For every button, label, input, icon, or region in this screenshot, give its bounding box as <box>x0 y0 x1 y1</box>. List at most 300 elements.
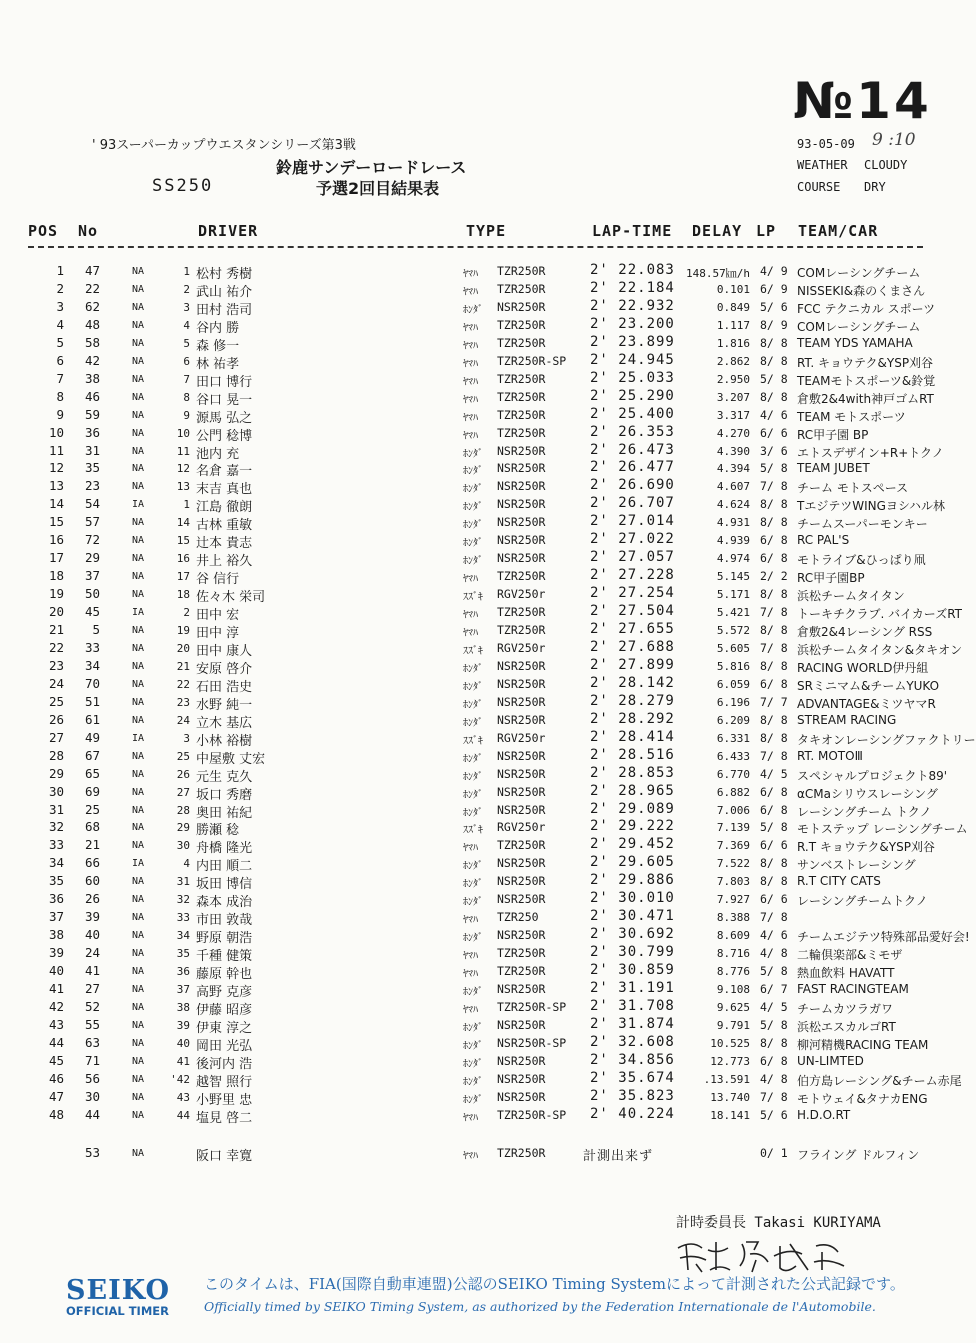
laptime-cell: 2' 22.083 <box>590 262 675 278</box>
pos-cell: 21 <box>48 622 64 637</box>
result-row <box>0 550 950 568</box>
driver-cell: 伊藤 昭彦 <box>196 1003 253 1018</box>
pos-cell: 22 <box>48 640 64 655</box>
lp-cell: 7/ 8 <box>760 749 788 763</box>
maker-cell: ﾔﾏﾊ <box>463 574 478 585</box>
maker-cell: ﾔﾏﾊ <box>463 969 478 980</box>
class-cell: NA <box>132 930 145 941</box>
number-cell: 37 <box>84 568 100 583</box>
course-label: COURSE <box>797 180 841 194</box>
number-cell: 45 <box>84 604 100 619</box>
pos-cell: 47 <box>48 1089 64 1104</box>
delay-cell: 8.388 <box>716 911 750 924</box>
delay-cell: 7.369 <box>716 839 750 852</box>
class-cell: NA <box>132 769 145 780</box>
maker-cell: ﾔﾏﾊ <box>463 323 478 334</box>
signature-label: 計時委員長 Takasi KURIYAMA <box>676 1215 881 1231</box>
laptime-cell: 2' 26.690 <box>590 477 675 493</box>
number-cell: 22 <box>84 281 100 296</box>
laptime-cell: 2' 31.191 <box>590 980 675 996</box>
result-row <box>0 945 950 963</box>
pos-cell: 1 <box>56 263 64 278</box>
pos-cell: 30 <box>48 784 64 799</box>
laptime-cell: 2' 30.692 <box>590 926 675 942</box>
driver-cell: 小林 裕樹 <box>196 734 253 749</box>
model-cell: NSR250R <box>497 803 546 817</box>
driver-cell: 池内 充 <box>196 447 240 462</box>
model-cell: TZR250R <box>497 264 546 278</box>
pos-cell: 40 <box>48 963 64 978</box>
laptime-cell: 2' 29.089 <box>590 801 675 817</box>
maker-cell: ﾔﾏﾊ <box>463 431 478 442</box>
class-pos-cell: 29 <box>176 821 190 834</box>
class-pos-cell: 44 <box>176 1109 190 1122</box>
lp-cell: 6/ 8 <box>760 785 788 799</box>
number-cell: 60 <box>84 873 100 888</box>
class-cell: IA <box>132 499 145 510</box>
pos-cell: 45 <box>48 1053 64 1068</box>
team-cell: TEAM モトスポーツ <box>797 410 906 424</box>
lp-cell: 6/ 8 <box>760 1054 788 1068</box>
result-row <box>0 317 950 335</box>
laptime-cell: 2' 32.608 <box>590 1034 675 1050</box>
header-type: TYPE <box>466 222 507 240</box>
team-cell: STREAM RACING <box>797 713 897 727</box>
pos-cell: 48 <box>48 1107 64 1122</box>
laptime-cell: 2' 28.965 <box>590 783 675 799</box>
model-cell: TZR250R <box>497 390 546 404</box>
delay-cell: 4.931 <box>716 516 750 529</box>
driver-cell: 井上 裕久 <box>196 554 253 569</box>
lp-cell: 4/ 6 <box>760 408 788 422</box>
class-pos-cell: 41 <box>176 1055 190 1068</box>
number-cell: 69 <box>84 784 100 799</box>
driver-cell: 野原 朝浩 <box>196 931 253 946</box>
driver-cell: 古林 重敏 <box>196 518 253 533</box>
number-cell: 47 <box>84 263 100 278</box>
class-cell: NA <box>132 1092 145 1103</box>
driver-cell: 越智 照行 <box>196 1075 253 1090</box>
team-cell: 浜松チームタイタン <box>797 589 905 603</box>
model-cell: TZR250 <box>497 910 539 924</box>
class-cell: NA <box>132 1038 145 1049</box>
lp-cell: 4/ 8 <box>760 1072 788 1086</box>
maker-cell: ｽｽﾞｷ <box>463 646 483 657</box>
lp-cell: 6/ 6 <box>760 838 788 852</box>
pos-cell: 29 <box>48 766 64 781</box>
lp-cell: 4/ 6 <box>760 928 788 942</box>
team-cell: R.T CITY CATS <box>797 874 881 888</box>
class-cell: NA <box>132 1056 145 1067</box>
model-cell: TZR250R <box>497 964 546 978</box>
number-cell: 67 <box>84 748 100 763</box>
model-cell: NSR250R <box>497 982 546 996</box>
pos-cell: 32 <box>48 819 64 834</box>
lp-cell: 7/ 8 <box>760 605 788 619</box>
laptime-cell: 計測出来ず <box>583 1149 654 1164</box>
class-cell: IA <box>132 733 145 744</box>
maker-cell: ﾎﾝﾀﾞ <box>463 987 483 998</box>
result-row <box>0 532 950 550</box>
number-cell: 61 <box>84 712 100 727</box>
model-cell: RGV250r <box>497 820 546 834</box>
delay-cell: 4.270 <box>716 427 750 440</box>
maker-cell: ﾔﾏﾊ <box>463 377 478 388</box>
delay-cell: 6.209 <box>716 714 750 727</box>
number-cell: 25 <box>84 802 100 817</box>
model-cell: NSR250R <box>497 892 546 906</box>
class-pos-cell: 30 <box>176 839 190 852</box>
model-cell: NSR250R <box>497 1090 546 1104</box>
driver-cell: 源馬 弘之 <box>196 411 253 426</box>
team-cell: モトウェイ&タナカENG <box>797 1092 928 1106</box>
result-row <box>0 891 950 909</box>
maker-cell: ﾎﾝﾀﾞ <box>463 305 483 316</box>
delay-cell: 6.331 <box>716 732 750 745</box>
model-cell: NSR250R <box>497 479 546 493</box>
class-cell: NA <box>132 1074 145 1085</box>
header-lp: LP <box>756 222 777 240</box>
maker-cell: ﾔﾏﾊ <box>463 628 478 639</box>
model-cell: NSR250R <box>497 551 546 565</box>
team-cell: COMレーシングチーム <box>797 266 921 280</box>
class-cell: NA <box>132 625 145 636</box>
class-cell: NA <box>132 643 145 654</box>
result-row <box>0 1089 950 1107</box>
result-row <box>0 299 950 317</box>
result-row <box>0 1070 962 1090</box>
class-cell: NA <box>132 535 145 546</box>
header-laptime: LAP-TIME <box>592 222 673 240</box>
maker-cell: ﾔﾏﾊ <box>463 1151 478 1162</box>
class-pos-cell: 40 <box>176 1037 190 1050</box>
pos-cell: 41 <box>48 981 64 996</box>
driver-cell: 名倉 嘉一 <box>196 464 253 479</box>
header-divider <box>28 246 923 248</box>
result-row <box>0 1017 950 1035</box>
maker-cell: ﾔﾏﾊ <box>463 341 478 352</box>
number-cell: 55 <box>84 1017 100 1032</box>
number-cell: 48 <box>84 317 100 332</box>
class-pos-cell: 39 <box>176 1019 190 1032</box>
model-cell: NSR250R <box>497 928 546 942</box>
result-row <box>0 837 950 855</box>
model-cell: NSR250R <box>497 461 546 475</box>
lp-cell: 6/ 8 <box>760 533 788 547</box>
pos-cell: 17 <box>48 550 64 565</box>
laptime-cell: 2' 27.014 <box>590 513 675 529</box>
team-cell: 二輪倶楽部&ミモザ <box>797 948 903 962</box>
pos-cell: 38 <box>48 927 64 942</box>
class-pos-cell: 5 <box>183 337 190 350</box>
result-row <box>0 909 950 927</box>
delay-cell: 7.927 <box>716 893 750 906</box>
team-cell: COMレーシングチーム <box>797 320 921 334</box>
lp-cell: 8/ 8 <box>760 497 788 511</box>
number-cell: 46 <box>84 389 100 404</box>
team-cell: RACING WORLD伊丹組 <box>797 661 929 675</box>
result-row <box>0 639 963 659</box>
team-cell: 浜松チームタイタン&タキオン <box>797 643 963 657</box>
team-cell: TEAMモトスポーツ&鈴覚 <box>797 374 936 388</box>
team-cell: SRミニマム&チームYUKO <box>797 679 940 693</box>
delay-cell: 0.101 <box>716 283 750 296</box>
laptime-cell: 2' 26.477 <box>590 459 675 475</box>
driver-cell: 安原 啓介 <box>196 662 253 677</box>
laptime-cell: 2' 28.142 <box>590 675 675 691</box>
lp-cell: 7/ 7 <box>760 695 788 709</box>
class-pos-cell: 3 <box>183 301 190 314</box>
driver-cell: 石田 浩史 <box>196 680 253 695</box>
team-cell: サンベストレーシング <box>797 858 916 872</box>
maker-cell: ﾎﾝﾀﾞ <box>463 682 483 693</box>
result-row <box>0 371 950 389</box>
laptime-cell: 2' 23.200 <box>590 316 675 332</box>
driver-cell: 勝瀬 稔 <box>196 823 240 838</box>
class-cell: NA <box>132 1110 145 1121</box>
class-cell: NA <box>132 481 145 492</box>
number-cell: 40 <box>84 927 100 942</box>
result-row <box>0 694 950 712</box>
driver-cell: 田口 博行 <box>196 375 253 390</box>
team-cell: RT. キョウテク&YSP刈谷 <box>797 356 934 370</box>
model-cell: TZR250R <box>497 408 546 422</box>
model-cell: NSR250R <box>497 497 546 511</box>
lp-cell: 8/ 8 <box>760 856 788 870</box>
laptime-cell: 2' 27.022 <box>590 531 675 547</box>
model-cell: NSR250R <box>497 749 546 763</box>
lp-cell: 5/ 8 <box>760 372 788 386</box>
driver-cell: 水野 純一 <box>196 698 253 713</box>
delay-cell: 148.57㎞/h <box>686 267 750 280</box>
delay-cell: 5.816 <box>716 660 750 673</box>
result-row <box>0 514 950 532</box>
delay-cell: 6.196 <box>716 696 750 709</box>
lp-cell: 8/ 8 <box>760 659 788 673</box>
class-cell: NA <box>132 571 145 582</box>
lp-cell: 5/ 8 <box>760 820 788 834</box>
team-cell: ADVANTAGE&ミツヤマR <box>797 697 936 711</box>
class-pos-cell: 34 <box>176 929 190 942</box>
delay-cell: 7.139 <box>716 821 750 834</box>
pos-cell: 6 <box>56 353 64 368</box>
laptime-cell: 2' 27.655 <box>590 621 675 637</box>
driver-cell: 藤原 幹也 <box>196 967 253 982</box>
laptime-cell: 2' 29.222 <box>590 818 675 834</box>
class-pos-cell: 11 <box>176 445 190 458</box>
delay-cell: 4.939 <box>716 534 750 547</box>
seiko-official-timer: OFFICIAL TIMER <box>66 1304 169 1318</box>
class-pos-cell: 26 <box>176 768 190 781</box>
result-row <box>0 389 950 407</box>
team-cell: チームカツラガワ <box>797 1002 894 1016</box>
delay-cell: 5.145 <box>716 570 750 583</box>
delay-cell: 12.773 <box>710 1055 750 1068</box>
laptime-cell: 2' 27.228 <box>590 567 675 583</box>
team-cell: フライング ドルフィン <box>797 1148 920 1162</box>
driver-cell: 内田 順二 <box>196 859 253 874</box>
class-pos-cell: 7 <box>183 373 190 386</box>
team-cell: αCMaシリウスレーシング <box>797 787 938 801</box>
laptime-cell: 2' 30.859 <box>590 962 675 978</box>
pos-cell: 5 <box>56 335 64 350</box>
laptime-cell: 2' 27.899 <box>590 657 675 673</box>
weather-value: CLOUDY <box>864 158 908 172</box>
pos-cell: 7 <box>56 371 64 386</box>
number-cell: 29 <box>84 550 100 565</box>
number-cell: 62 <box>84 299 100 314</box>
laptime-cell: 2' 29.452 <box>590 836 675 852</box>
class-pos-cell: 1 <box>183 498 190 511</box>
maker-cell: ﾎﾝﾀﾞ <box>463 1059 483 1070</box>
class-cell: NA <box>132 697 145 708</box>
maker-cell: ﾔﾏﾊ <box>463 915 478 926</box>
delay-cell: 6.059 <box>716 678 750 691</box>
model-cell: TZR250R-SP <box>497 354 567 368</box>
maker-cell: ﾎﾝﾀﾞ <box>463 466 483 477</box>
pos-cell: 15 <box>48 514 64 529</box>
maker-cell: ｽｽﾞｷ <box>463 736 483 747</box>
number-cell: 72 <box>84 532 100 547</box>
class-pos-cell: 17 <box>176 570 190 583</box>
class-cell: NA <box>132 715 145 726</box>
maker-cell: ﾎﾝﾀﾞ <box>463 484 483 495</box>
model-cell: NSR250R <box>497 856 546 870</box>
number-cell: 57 <box>84 514 100 529</box>
number-cell: 35 <box>84 460 100 475</box>
class-cell: NA <box>132 589 145 600</box>
lp-cell: 0/ 1 <box>760 1146 788 1160</box>
maker-cell: ﾎﾝﾀﾞ <box>463 861 483 872</box>
lp-cell: 6/ 6 <box>760 892 788 906</box>
class-pos-cell: '42 <box>170 1073 190 1086</box>
number-cell: 44 <box>84 1107 100 1122</box>
result-row <box>0 658 950 676</box>
result-row <box>0 963 950 981</box>
model-cell: RGV250r <box>497 641 546 655</box>
result-row <box>0 926 970 946</box>
number-cell: 42 <box>84 353 100 368</box>
class-pos-cell: 1 <box>183 265 190 278</box>
maker-cell: ｽｽﾞｷ <box>463 825 483 836</box>
result-row <box>0 622 950 640</box>
model-cell: NSR250R <box>497 1072 546 1086</box>
number-cell: 36 <box>84 425 100 440</box>
team-cell: TエジテツWINGヨシハル林 <box>797 499 946 513</box>
maker-cell: ﾔﾏﾊ <box>463 951 478 962</box>
team-cell: トーキチクラブ. バイカーズRT <box>797 607 962 621</box>
lp-cell: 8/ 8 <box>760 623 788 637</box>
class-pos-cell: 14 <box>176 516 190 529</box>
result-row <box>0 443 950 461</box>
class-cell: NA <box>132 302 145 313</box>
team-cell: RC甲子園BP <box>797 571 865 585</box>
laptime-cell: 2' 27.504 <box>590 603 675 619</box>
lp-cell: 6/ 8 <box>760 677 788 691</box>
class-cell: NA <box>132 446 145 457</box>
maker-cell: ﾎﾝﾀﾞ <box>463 502 483 513</box>
driver-cell: 林 祐孝 <box>196 357 240 372</box>
driver-cell: 田村 浩司 <box>196 303 253 318</box>
maker-cell: ﾔﾏﾊ <box>463 1113 478 1124</box>
number-cell: 34 <box>84 658 100 673</box>
pos-cell: 8 <box>56 389 64 404</box>
class-pos-cell: 4 <box>183 319 190 332</box>
pos-cell: 11 <box>48 443 64 458</box>
driver-cell: 谷内 勝 <box>196 321 240 336</box>
lp-cell: 4/ 5 <box>760 767 788 781</box>
delay-cell: 1.117 <box>716 319 750 332</box>
driver-cell: 森 修一 <box>196 339 240 354</box>
pos-cell: 13 <box>48 478 64 493</box>
result-row <box>0 478 950 496</box>
laptime-cell: 2' 31.874 <box>590 1016 675 1032</box>
lp-cell: 8/ 8 <box>760 336 788 350</box>
result-row <box>0 818 968 838</box>
driver-cell: 森本 成治 <box>196 895 253 910</box>
seiko-jp-statement: このタイムは、FIA(国際自動車連盟)公認のSEIKO Timing Systemによって計測された公式記録です。 <box>204 1275 905 1293</box>
class-cell: IA <box>132 607 145 618</box>
lp-cell: 6/ 7 <box>760 982 788 996</box>
laptime-cell: 2' 25.033 <box>590 370 675 386</box>
result-row <box>0 676 950 694</box>
class-cell: NA <box>132 787 145 798</box>
number-cell: 27 <box>84 981 100 996</box>
result-row <box>0 784 950 802</box>
team-cell: タキオンレーシングファクトリー <box>797 733 976 747</box>
class-pos-cell: 36 <box>176 965 190 978</box>
class-pos-cell: 22 <box>176 678 190 691</box>
lp-cell: 8/ 8 <box>760 587 788 601</box>
class-pos-cell: 16 <box>176 552 190 565</box>
result-row <box>0 981 950 999</box>
driver-cell: 高野 克彦 <box>196 985 253 1000</box>
number-cell: 33 <box>84 640 100 655</box>
maker-cell: ﾎﾝﾀﾞ <box>463 449 483 460</box>
driver-cell: 坂口 秀磨 <box>196 788 253 803</box>
model-cell: TZR250R <box>497 1146 546 1160</box>
header-no: No <box>78 222 99 240</box>
class-pos-cell: 32 <box>176 893 190 906</box>
result-row <box>0 353 950 371</box>
team-cell: RC PAL'S <box>797 533 850 547</box>
laptime-cell: 2' 34.856 <box>590 1052 675 1068</box>
pos-cell: 37 <box>48 909 64 924</box>
result-row <box>0 1107 950 1125</box>
number-cell: 51 <box>84 694 100 709</box>
number-cell: 21 <box>84 837 100 852</box>
maker-cell: ﾎﾝﾀﾞ <box>463 790 483 801</box>
delay-cell: 8.776 <box>716 965 750 978</box>
model-cell: NSR250R <box>497 695 546 709</box>
lp-cell: 3/ 6 <box>760 444 788 458</box>
pos-cell: 20 <box>48 604 64 619</box>
driver-cell: 末吉 真也 <box>196 482 253 497</box>
model-cell: TZR250R-SP <box>497 1000 567 1014</box>
team-cell: RC甲子園 BP <box>797 428 869 442</box>
team-cell: NISSEKI&森のくまさん <box>797 284 926 298</box>
model-cell: NSR250R <box>497 659 546 673</box>
driver-cell: 武山 祐介 <box>196 285 253 300</box>
class-pos-cell: 2 <box>183 606 190 619</box>
delay-cell: 9.791 <box>716 1019 750 1032</box>
number-cell: 39 <box>84 909 100 924</box>
number-cell: 50 <box>84 586 100 601</box>
number-cell: 52 <box>84 999 100 1014</box>
result-row <box>0 263 950 281</box>
pos-cell: 39 <box>48 945 64 960</box>
result-row <box>0 855 950 873</box>
